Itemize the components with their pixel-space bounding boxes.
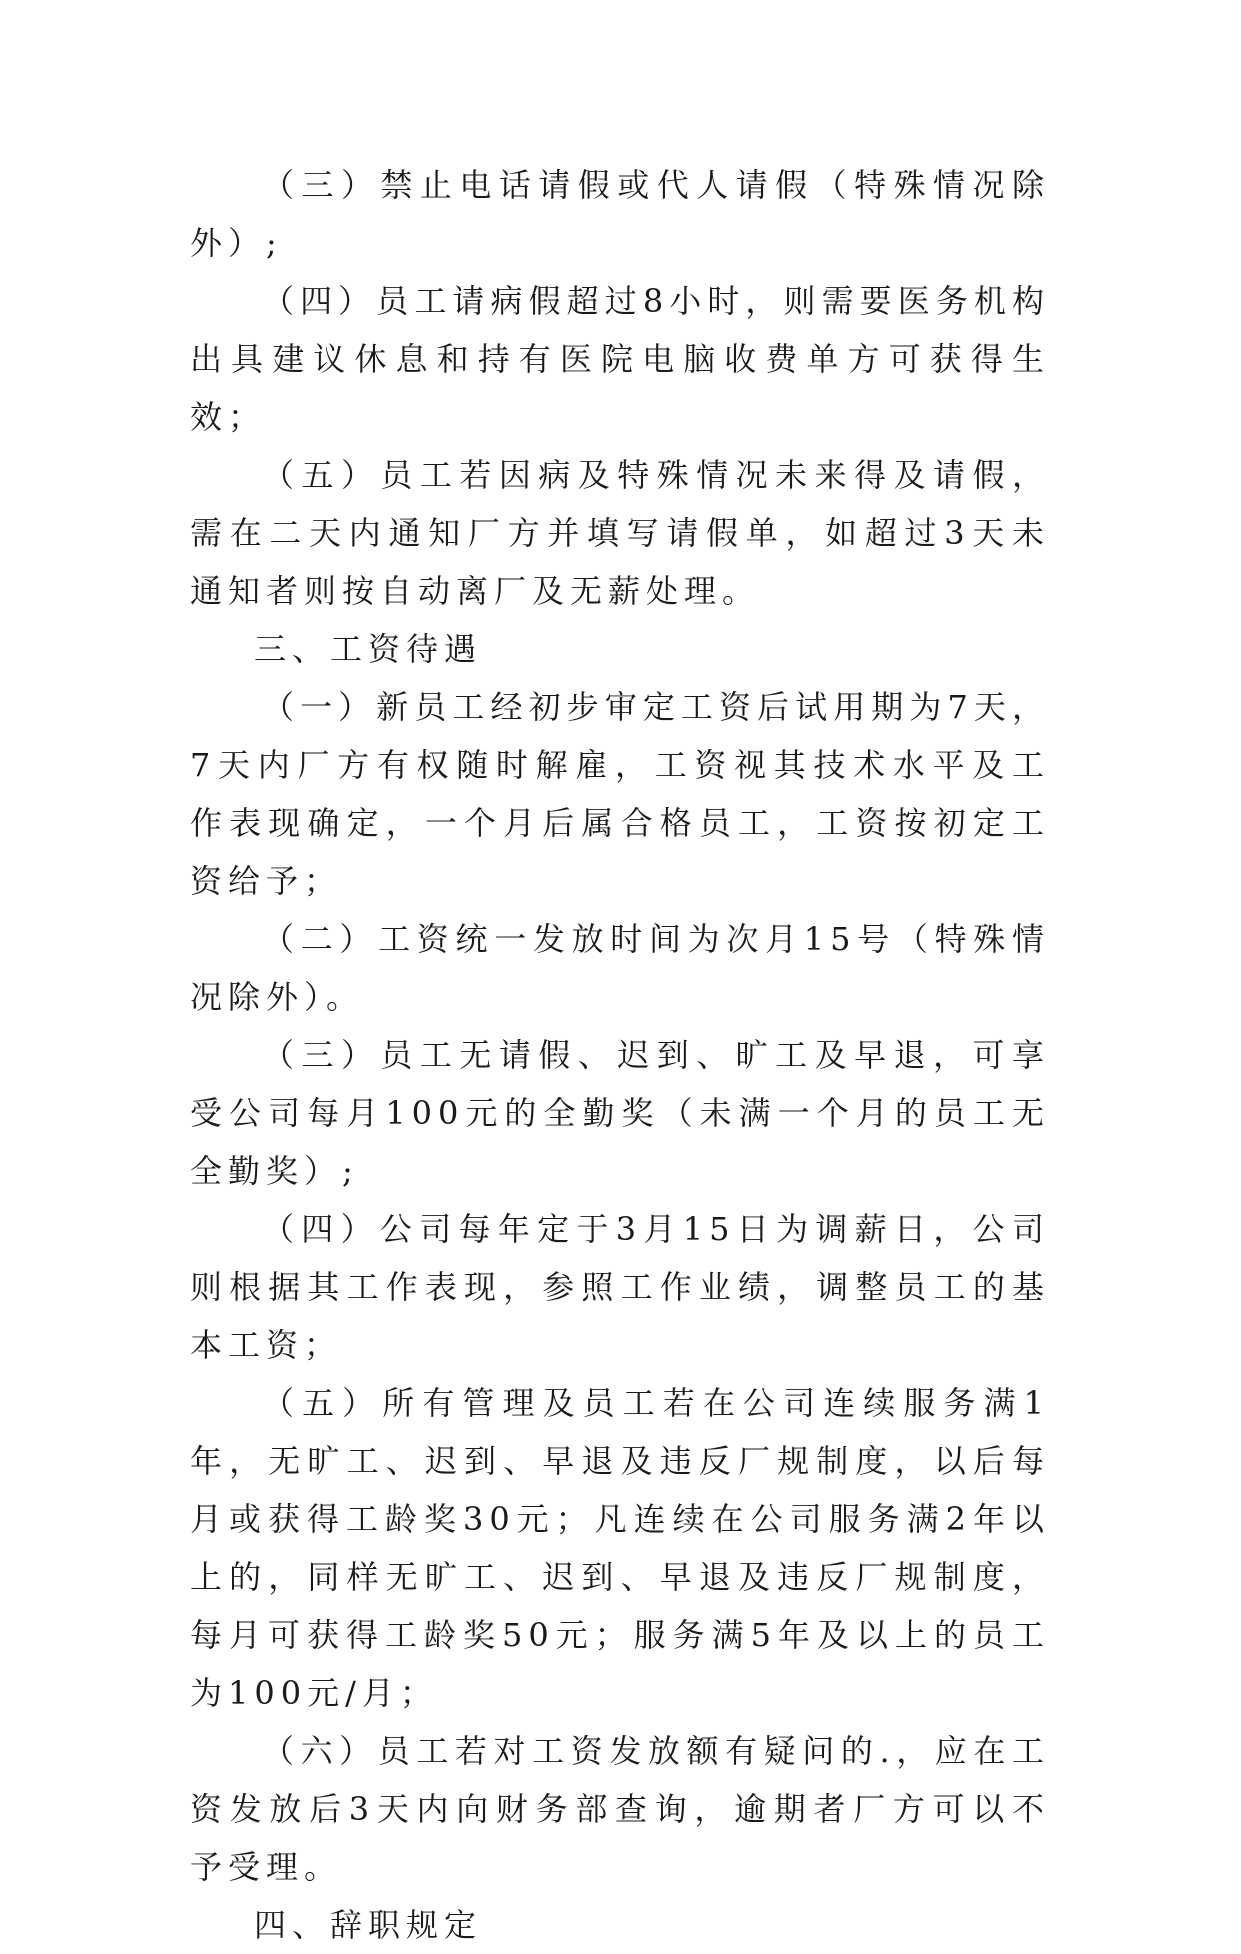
paragraph-payday: （二）工资统一发放时间为次月15号（特殊情况除外）。 xyxy=(190,920,1050,1016)
paragraph-sick-leave: （四）员工请病假超过8小时，则需要医务机构出具建议休息和持有医院电脑收费单方可获得生效； xyxy=(190,282,1050,436)
document-body xyxy=(190,156,1050,1954)
paragraph-wage-inquiry: （六）员工若对工资发放额有疑问的.，应在工资发放后3天内向财务部查询，逾期者厂方可以不予受理。 xyxy=(190,1732,1050,1886)
section-heading-resignation: 四、辞职规定 xyxy=(254,1906,483,1944)
paragraph-salary-review: （四）公司每年定于3月15日为调薪日，公司则根据其工作表现，参照工作业绩，调整员工的基本工资； xyxy=(190,1210,1050,1364)
paragraph-phone-leave: （三）禁止电话请假或代人请假（特殊情况除外）; xyxy=(190,166,1050,262)
paragraph-seniority-bonus: （五）所有管理及员工若在公司连续服务满1年，无旷工、迟到、早退及违反厂规制度，以后每月或获得工龄奖30元；凡连续在公司服务满2年以上的，同样无旷工、迟到、早退及违反厂规制度，每月可获得工龄奖50元；服务满5年及以上的员工为100元/月； xyxy=(190,1384,1050,1712)
paragraph-unreported-absence: （五）员工若因病及特殊情况未来得及请假，需在二天内通知厂方并填写请假单，如超过3天未通知者则按自动离厂及无薪处理。 xyxy=(190,456,1050,610)
paragraph-attendance-bonus: （三）员工无请假、迟到、旷工及早退，可享受公司每月100元的全勤奖（未满一个月的员工无全勤奖）; xyxy=(190,1036,1050,1190)
section-heading-wages: 三、工资待遇 xyxy=(254,630,483,668)
paragraph-probation: （一）新员工经初步审定工资后试用期为7天，7天内厂方有权随时解雇，工资视其技术水平及工作表现确定，一个月后属合格员工，工资按初定工资给予； xyxy=(190,688,1050,900)
